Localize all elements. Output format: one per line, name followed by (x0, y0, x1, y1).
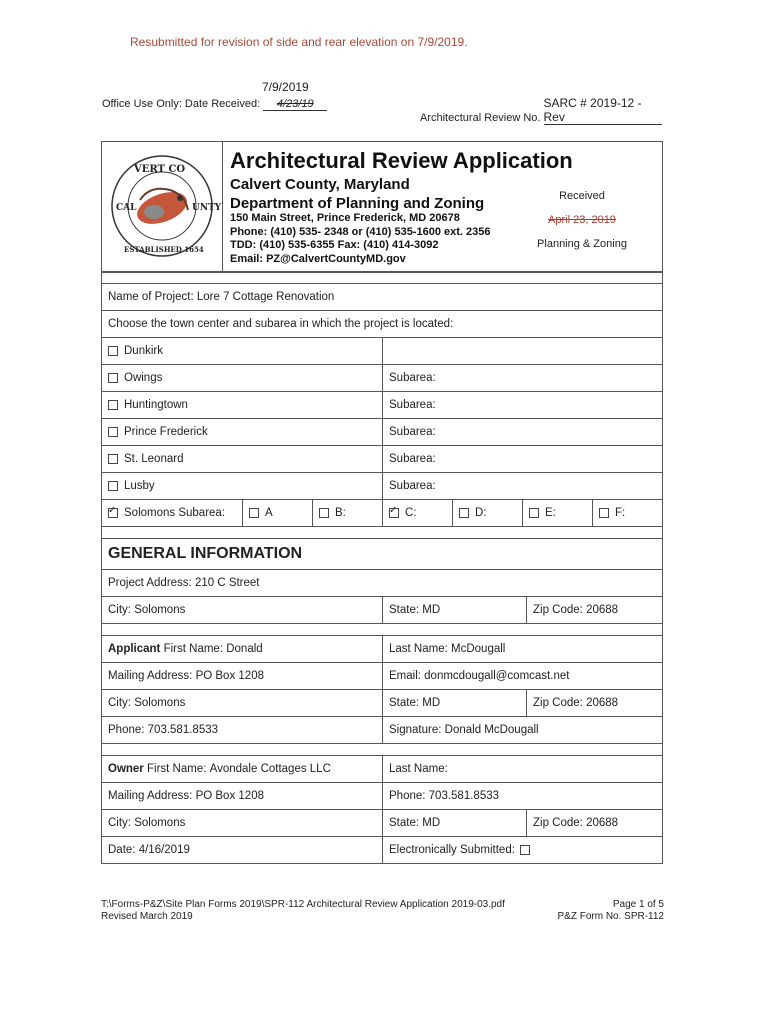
applicant-role: Applicant (108, 643, 161, 655)
application-header (101, 141, 663, 273)
town-row-lusby (102, 473, 662, 500)
seal-bottom-text: ESTABLISHED 1654 (124, 245, 204, 254)
project-address-value[interactable]: 210 C Street (194, 577, 260, 589)
project-address-row (102, 570, 662, 597)
footer-form-number: P&Z Form No. SPR-112 (557, 911, 664, 922)
footer-page-number: Page 1 of 5 (612, 899, 664, 910)
applicant-state[interactable]: MD (422, 697, 441, 709)
applicant-zip[interactable]: 20688 (586, 697, 619, 709)
town-row-prince-frederick (102, 419, 662, 446)
zip-label: Zip Code: (533, 697, 583, 709)
subarea-option: C: (405, 507, 417, 519)
architectural-review-line (420, 96, 662, 125)
st-leonard-subarea[interactable]: Subarea: (382, 446, 662, 472)
applicant-phone-row (102, 717, 662, 744)
owner-city-row (102, 810, 662, 837)
applicant-name-row (102, 636, 662, 663)
subarea-option: E: (545, 507, 556, 519)
owner-date[interactable]: 4/16/2019 (138, 844, 190, 856)
project-address-label: Project Address: (108, 577, 192, 589)
email-label: Email: (389, 670, 421, 682)
town-row-owings (102, 365, 662, 392)
choose-town-row (102, 311, 662, 338)
project-zip-value[interactable]: 20688 (586, 604, 619, 616)
application-title: Architectural Review Application (230, 148, 573, 173)
date-label: Date: (108, 844, 136, 856)
owings-subarea[interactable]: Subarea: (382, 365, 662, 391)
resubmitted-note: Resubmitted for revision of side and rear elevation on 7/9/2019. (130, 35, 468, 49)
project-city-row (102, 597, 662, 624)
applicant-mailing-address[interactable]: PO Box 1208 (195, 670, 264, 682)
handwritten-date: 7/9/2019 (262, 80, 309, 94)
city-label: City: (108, 697, 131, 709)
electronically-submitted-label: Electronically Submitted: (389, 844, 515, 856)
project-state-value[interactable]: MD (422, 604, 441, 616)
subarea-a-checkbox[interactable] (249, 508, 259, 518)
dept-email: Email: PZ@CalvertCountyMD.gov (230, 252, 406, 265)
footer-left (101, 899, 505, 923)
dept-tdd-fax: TDD: (410) 535-6355 Fax: (410) 414-3092 (230, 239, 439, 251)
owner-mail-row (102, 783, 662, 810)
contact-block (230, 212, 490, 266)
office-use-line (102, 98, 327, 111)
huntingtown-checkbox[interactable] (108, 400, 118, 410)
owner-phone[interactable]: 703.581.8533 (428, 790, 500, 802)
owner-role: Owner (108, 763, 144, 775)
applicant-phone[interactable]: 703.581.8533 (147, 724, 219, 736)
zip-label: Zip Code: (533, 817, 583, 829)
prince-frederick-checkbox[interactable] (108, 427, 118, 437)
phone-label: Phone: (108, 724, 145, 736)
applicant-last-name[interactable]: McDougall (451, 643, 506, 655)
solomons-label: Solomons Subarea: (124, 507, 226, 519)
dept-address: 150 Main Street, Prince Frederick, MD 20678 (230, 212, 460, 224)
subarea-d-checkbox[interactable] (459, 508, 469, 518)
last-name-label: Last Name: (389, 643, 448, 655)
applicant-signature[interactable]: Donald McDougall (444, 724, 539, 736)
solomons-checkbox[interactable] (108, 508, 118, 518)
city-label: City: (108, 604, 131, 616)
county-seal-icon (110, 150, 222, 262)
town-row-huntingtown (102, 392, 662, 419)
seal-left-text: CAL (116, 203, 137, 213)
county-name: Calvert County, Maryland (230, 176, 410, 193)
city-label: City: (108, 817, 131, 829)
owner-first-name[interactable]: Avondale Cottages LLC (209, 763, 331, 775)
owner-mailing-address[interactable]: PO Box 1208 (195, 790, 264, 802)
received-label: Received (559, 190, 605, 202)
town-label: Prince Frederick (124, 426, 208, 438)
town-row-dunkirk (102, 338, 662, 365)
town-row-st-leonard (102, 446, 662, 473)
huntingtown-subarea[interactable]: Subarea: (382, 392, 662, 418)
owner-date-row (102, 837, 662, 864)
applicant-city[interactable]: Solomons (134, 697, 186, 709)
subarea-option: F: (615, 507, 626, 519)
office-use-label: Office Use Only: Date Received: (102, 98, 261, 110)
project-name-label: Name of Project: (108, 291, 194, 303)
owner-zip[interactable]: 20688 (586, 817, 619, 829)
electronically-submitted-checkbox[interactable] (520, 845, 530, 855)
subarea-c-checkbox[interactable] (389, 508, 399, 518)
town-label: Lusby (124, 480, 155, 492)
prince-frederick-subarea[interactable]: Subarea: (382, 419, 662, 445)
arch-review-number: SARC # 2019-12 - Rev (544, 96, 662, 125)
zip-label: Zip Code: (533, 604, 583, 616)
solomons-row (102, 500, 662, 527)
project-location-table (101, 271, 663, 864)
applicant-email[interactable]: donmcdougall@comcast.net (424, 670, 570, 682)
state-label: State: (389, 817, 420, 829)
footer-right (540, 899, 664, 923)
applicant-first-name[interactable]: Donald (226, 643, 263, 655)
subarea-b-checkbox[interactable] (319, 508, 329, 518)
owings-checkbox[interactable] (108, 373, 118, 383)
town-label: Dunkirk (124, 345, 163, 357)
seal-top-text: VERT CO (134, 164, 186, 175)
owner-name-row (102, 756, 662, 783)
subarea-e-checkbox[interactable] (529, 508, 539, 518)
town-label: St. Leonard (124, 453, 184, 465)
project-city-value[interactable]: Solomons (134, 604, 186, 616)
signature-label: Signature: (389, 724, 442, 736)
mailing-label: Mailing Address: (108, 790, 193, 802)
seal-right-text: UNTY (192, 203, 222, 213)
mailing-label: Mailing Address: (108, 670, 193, 682)
subarea-option: B: (335, 507, 346, 519)
lusby-subarea[interactable]: Subarea: (382, 473, 662, 499)
subarea-f-checkbox[interactable] (599, 508, 609, 518)
owner-city[interactable]: Solomons (134, 817, 186, 829)
general-info-heading-row (102, 539, 662, 570)
department-name: Department of Planning and Zoning (230, 195, 485, 212)
dunkirk-checkbox[interactable] (108, 346, 118, 356)
subarea-option: A (265, 507, 273, 519)
project-name-row (102, 284, 662, 311)
subarea-option: D: (475, 507, 487, 519)
town-label: Huntingtown (124, 399, 188, 411)
state-label: State: (389, 697, 420, 709)
received-date: April 23, 2019 (548, 214, 616, 226)
town-label: Owings (124, 372, 163, 384)
general-info-heading: GENERAL INFORMATION (108, 545, 303, 562)
project-name-value[interactable]: Lore 7 Cottage Renovation (196, 291, 335, 303)
st-leonard-checkbox[interactable] (108, 454, 118, 464)
phone-label: Phone: (389, 790, 426, 802)
last-name-label: Last Name: (389, 763, 448, 775)
received-dept: Planning & Zoning (537, 238, 627, 250)
first-name-label: First Name: (163, 643, 224, 655)
footer-file-path: T:\Forms-P&Z\Site Plan Forms 2019\SPR-112 Architectural Review Application 2019-03.pdf (101, 899, 505, 910)
choose-town-instruction: Choose the town center and subarea in which the project is located: (108, 318, 454, 330)
received-stamp (512, 184, 652, 256)
applicant-city-row (102, 690, 662, 717)
applicant-mail-row (102, 663, 662, 690)
lusby-checkbox[interactable] (108, 481, 118, 491)
arch-review-label: Architectural Review No. (420, 112, 541, 124)
office-date-received: 4/23/19 (276, 98, 314, 110)
owner-state[interactable]: MD (422, 817, 441, 829)
state-label: State: (389, 604, 420, 616)
first-name-label: First Name: (147, 763, 207, 775)
footer-revised: Revised March 2019 (101, 911, 193, 922)
dept-phone: Phone: (410) 535- 2348 or (410) 535-1600 ext. 2356 (230, 225, 491, 238)
